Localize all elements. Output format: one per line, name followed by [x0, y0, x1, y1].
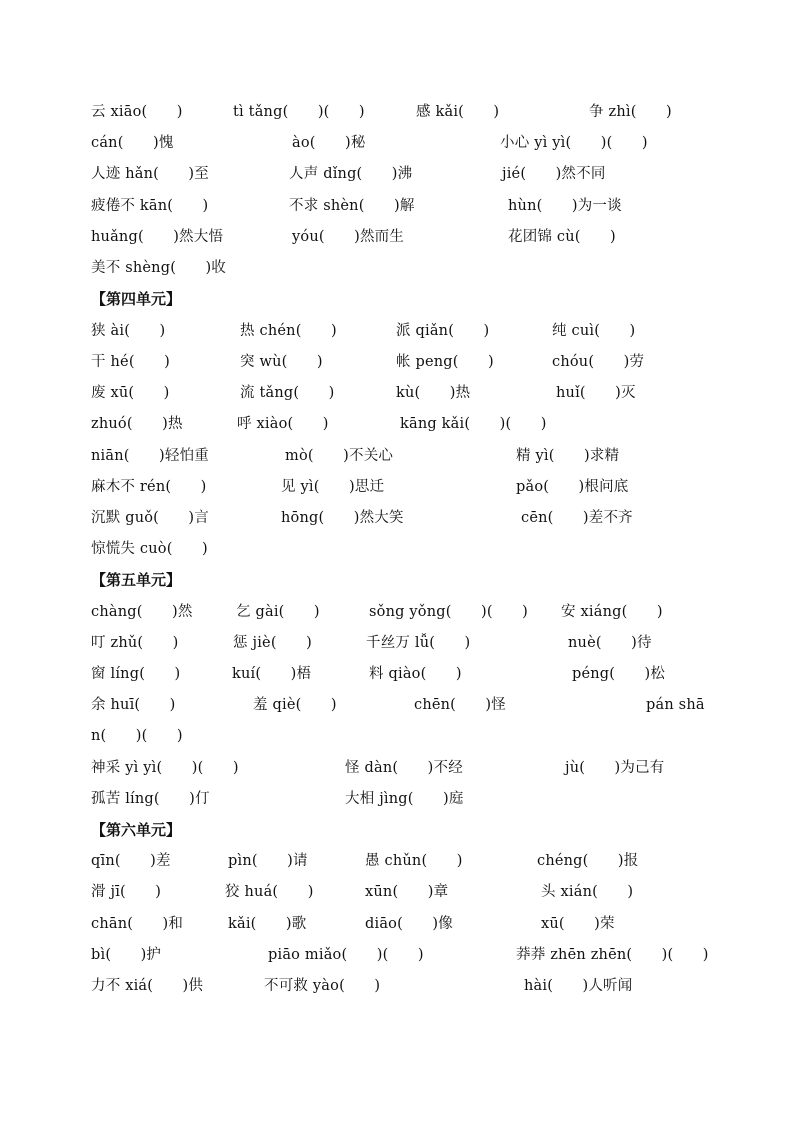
word-item: 狭 ài( ) — [91, 323, 166, 339]
word-item: xū( )荣 — [541, 916, 615, 932]
word-item: 精 yì( )求精 — [516, 448, 620, 464]
word-item: hōng( )然大笑 — [281, 510, 404, 526]
word-item: cán( )愧 — [91, 135, 174, 151]
word-item: xūn( )章 — [365, 884, 449, 900]
word-row — [0, 257, 794, 288]
word-item: qīn( )差 — [91, 853, 171, 869]
word-item: 不求 shèn( )解 — [289, 198, 415, 214]
word-item: 滑 jī( ) — [91, 884, 162, 900]
word-item: 沉默 guǒ( )言 — [91, 510, 209, 526]
word-item: 纯 cuì( ) — [552, 323, 636, 339]
word-item: 云 xiāo( ) — [91, 104, 183, 120]
word-item: 愚 chǔn( ) — [365, 853, 463, 869]
word-item: hùn( )为一谈 — [508, 198, 622, 214]
word-item: 废 xū( ) — [91, 385, 170, 401]
word-row — [0, 163, 794, 194]
word-row — [0, 913, 794, 944]
word-row — [0, 850, 794, 881]
word-row — [0, 725, 794, 756]
word-item: 惊慌失 cuò( ) — [91, 541, 208, 557]
word-item: jié( )然不同 — [502, 166, 606, 182]
word-item: 乞 gài( ) — [236, 604, 320, 620]
unit5-heading: 【第五单元】 — [91, 571, 182, 589]
word-item: péng( )松 — [572, 666, 666, 682]
word-item: 派 qiǎn( ) — [396, 323, 490, 339]
word-item: hài( )人听闻 — [524, 978, 633, 994]
word-item: kāng kǎi( )( ) — [400, 416, 547, 432]
word-item: 孤苦 líng( )仃 — [91, 791, 210, 807]
word-item: 大相 jìng( )庭 — [345, 791, 464, 807]
word-item: jù( )为己有 — [565, 760, 665, 776]
word-item: zhuó( )热 — [91, 416, 183, 432]
word-item: 麻木不 rén( ) — [91, 479, 207, 495]
word-item: nuè( )待 — [568, 635, 652, 651]
word-item: mò( )不关心 — [285, 448, 394, 464]
word-item: 惩 jiè( ) — [233, 635, 312, 651]
word-item: 感 kǎi( ) — [416, 104, 500, 120]
word-item: kuí( )梧 — [232, 666, 312, 682]
word-item: 羞 qiè( ) — [253, 697, 337, 713]
word-item: 怪 dàn( )不经 — [345, 760, 463, 776]
word-item: kù( )热 — [396, 385, 471, 401]
word-row — [0, 132, 794, 163]
word-item: huǎng( )然大悟 — [91, 229, 224, 245]
word-row — [0, 663, 794, 694]
word-row — [0, 382, 794, 413]
word-row — [0, 538, 794, 569]
word-item: 疲倦不 kān( ) — [91, 198, 209, 214]
word-item: 头 xián( ) — [541, 884, 634, 900]
word-item: 干 hé( ) — [91, 354, 170, 370]
word-item: 料 qiào( ) — [369, 666, 462, 682]
word-row — [0, 226, 794, 257]
word-item: chēn( )怪 — [414, 697, 506, 713]
word-item: ào( )秘 — [292, 135, 366, 151]
word-item: 人迹 hǎn( )至 — [91, 166, 209, 182]
word-item: 安 xiáng( ) — [561, 604, 663, 620]
word-row — [0, 788, 794, 819]
word-item: 不可救 yào( ) — [264, 978, 381, 994]
word-item: 莽莽 zhēn zhēn( )( ) — [516, 947, 709, 963]
word-item: 美不 shèng( )收 — [91, 260, 227, 276]
word-item: huǐ( )灭 — [556, 385, 636, 401]
word-item: bì( )护 — [91, 947, 162, 963]
word-row — [0, 507, 794, 538]
word-item: piāo miǎo( )( ) — [268, 947, 424, 963]
word-item: 人声 dǐng( )沸 — [289, 166, 413, 182]
word-item: 余 huī( ) — [91, 697, 176, 713]
unit6-heading: 【第六单元】 — [91, 821, 182, 839]
word-item: 千丝万 lǚ( ) — [366, 635, 471, 651]
word-row — [0, 975, 794, 1006]
word-item: 争 zhì( ) — [589, 104, 672, 120]
word-item: 见 yì( )思迁 — [281, 479, 385, 495]
word-item: diāo( )像 — [365, 916, 453, 932]
word-item: 花团锦 cù( ) — [508, 229, 616, 245]
word-item: 力不 xiá( )供 — [91, 978, 204, 994]
word-item: cēn( )差不齐 — [521, 510, 633, 526]
word-row — [0, 413, 794, 444]
word-row — [0, 881, 794, 912]
word-item: 叮 zhǔ( ) — [91, 635, 179, 651]
word-item: pìn( )请 — [228, 853, 308, 869]
word-item: chān( )和 — [91, 916, 184, 932]
word-item: kǎi( )歌 — [228, 916, 307, 932]
word-row — [0, 101, 794, 132]
word-item: 小心 yì yì( )( ) — [500, 135, 648, 151]
word-item: 窗 líng( ) — [91, 666, 181, 682]
word-row — [0, 351, 794, 382]
word-item: 帐 peng( ) — [396, 354, 494, 370]
word-row — [0, 195, 794, 226]
word-row — [0, 694, 794, 725]
word-row — [0, 601, 794, 632]
word-item: 狡 huá( ) — [225, 884, 314, 900]
word-item: 呼 xiào( ) — [237, 416, 329, 432]
word-item: niān( )轻怕重 — [91, 448, 209, 464]
word-item: pǎo( )根问底 — [516, 479, 629, 495]
word-item: 热 chén( ) — [240, 323, 337, 339]
word-item: chàng( )然 — [91, 604, 193, 620]
word-item: sǒng yǒng( )( ) — [369, 604, 528, 620]
word-item: yóu( )然而生 — [292, 229, 405, 245]
word-item: tì tǎng( )( ) — [233, 104, 365, 120]
word-item: 突 wù( ) — [240, 354, 323, 370]
word-item: n( )( ) — [91, 728, 183, 744]
unit4-heading: 【第四单元】 — [91, 290, 182, 308]
word-item: chóu( )劳 — [552, 354, 645, 370]
word-row — [0, 632, 794, 663]
word-row — [0, 944, 794, 975]
word-row — [0, 476, 794, 507]
word-row — [0, 320, 794, 351]
word-item: pán shā — [646, 697, 705, 713]
word-item: chéng( )报 — [537, 853, 639, 869]
word-row — [0, 445, 794, 476]
word-item: 神采 yì yì( )( ) — [91, 760, 239, 776]
word-row — [0, 757, 794, 788]
word-item: 流 tǎng( ) — [240, 385, 335, 401]
